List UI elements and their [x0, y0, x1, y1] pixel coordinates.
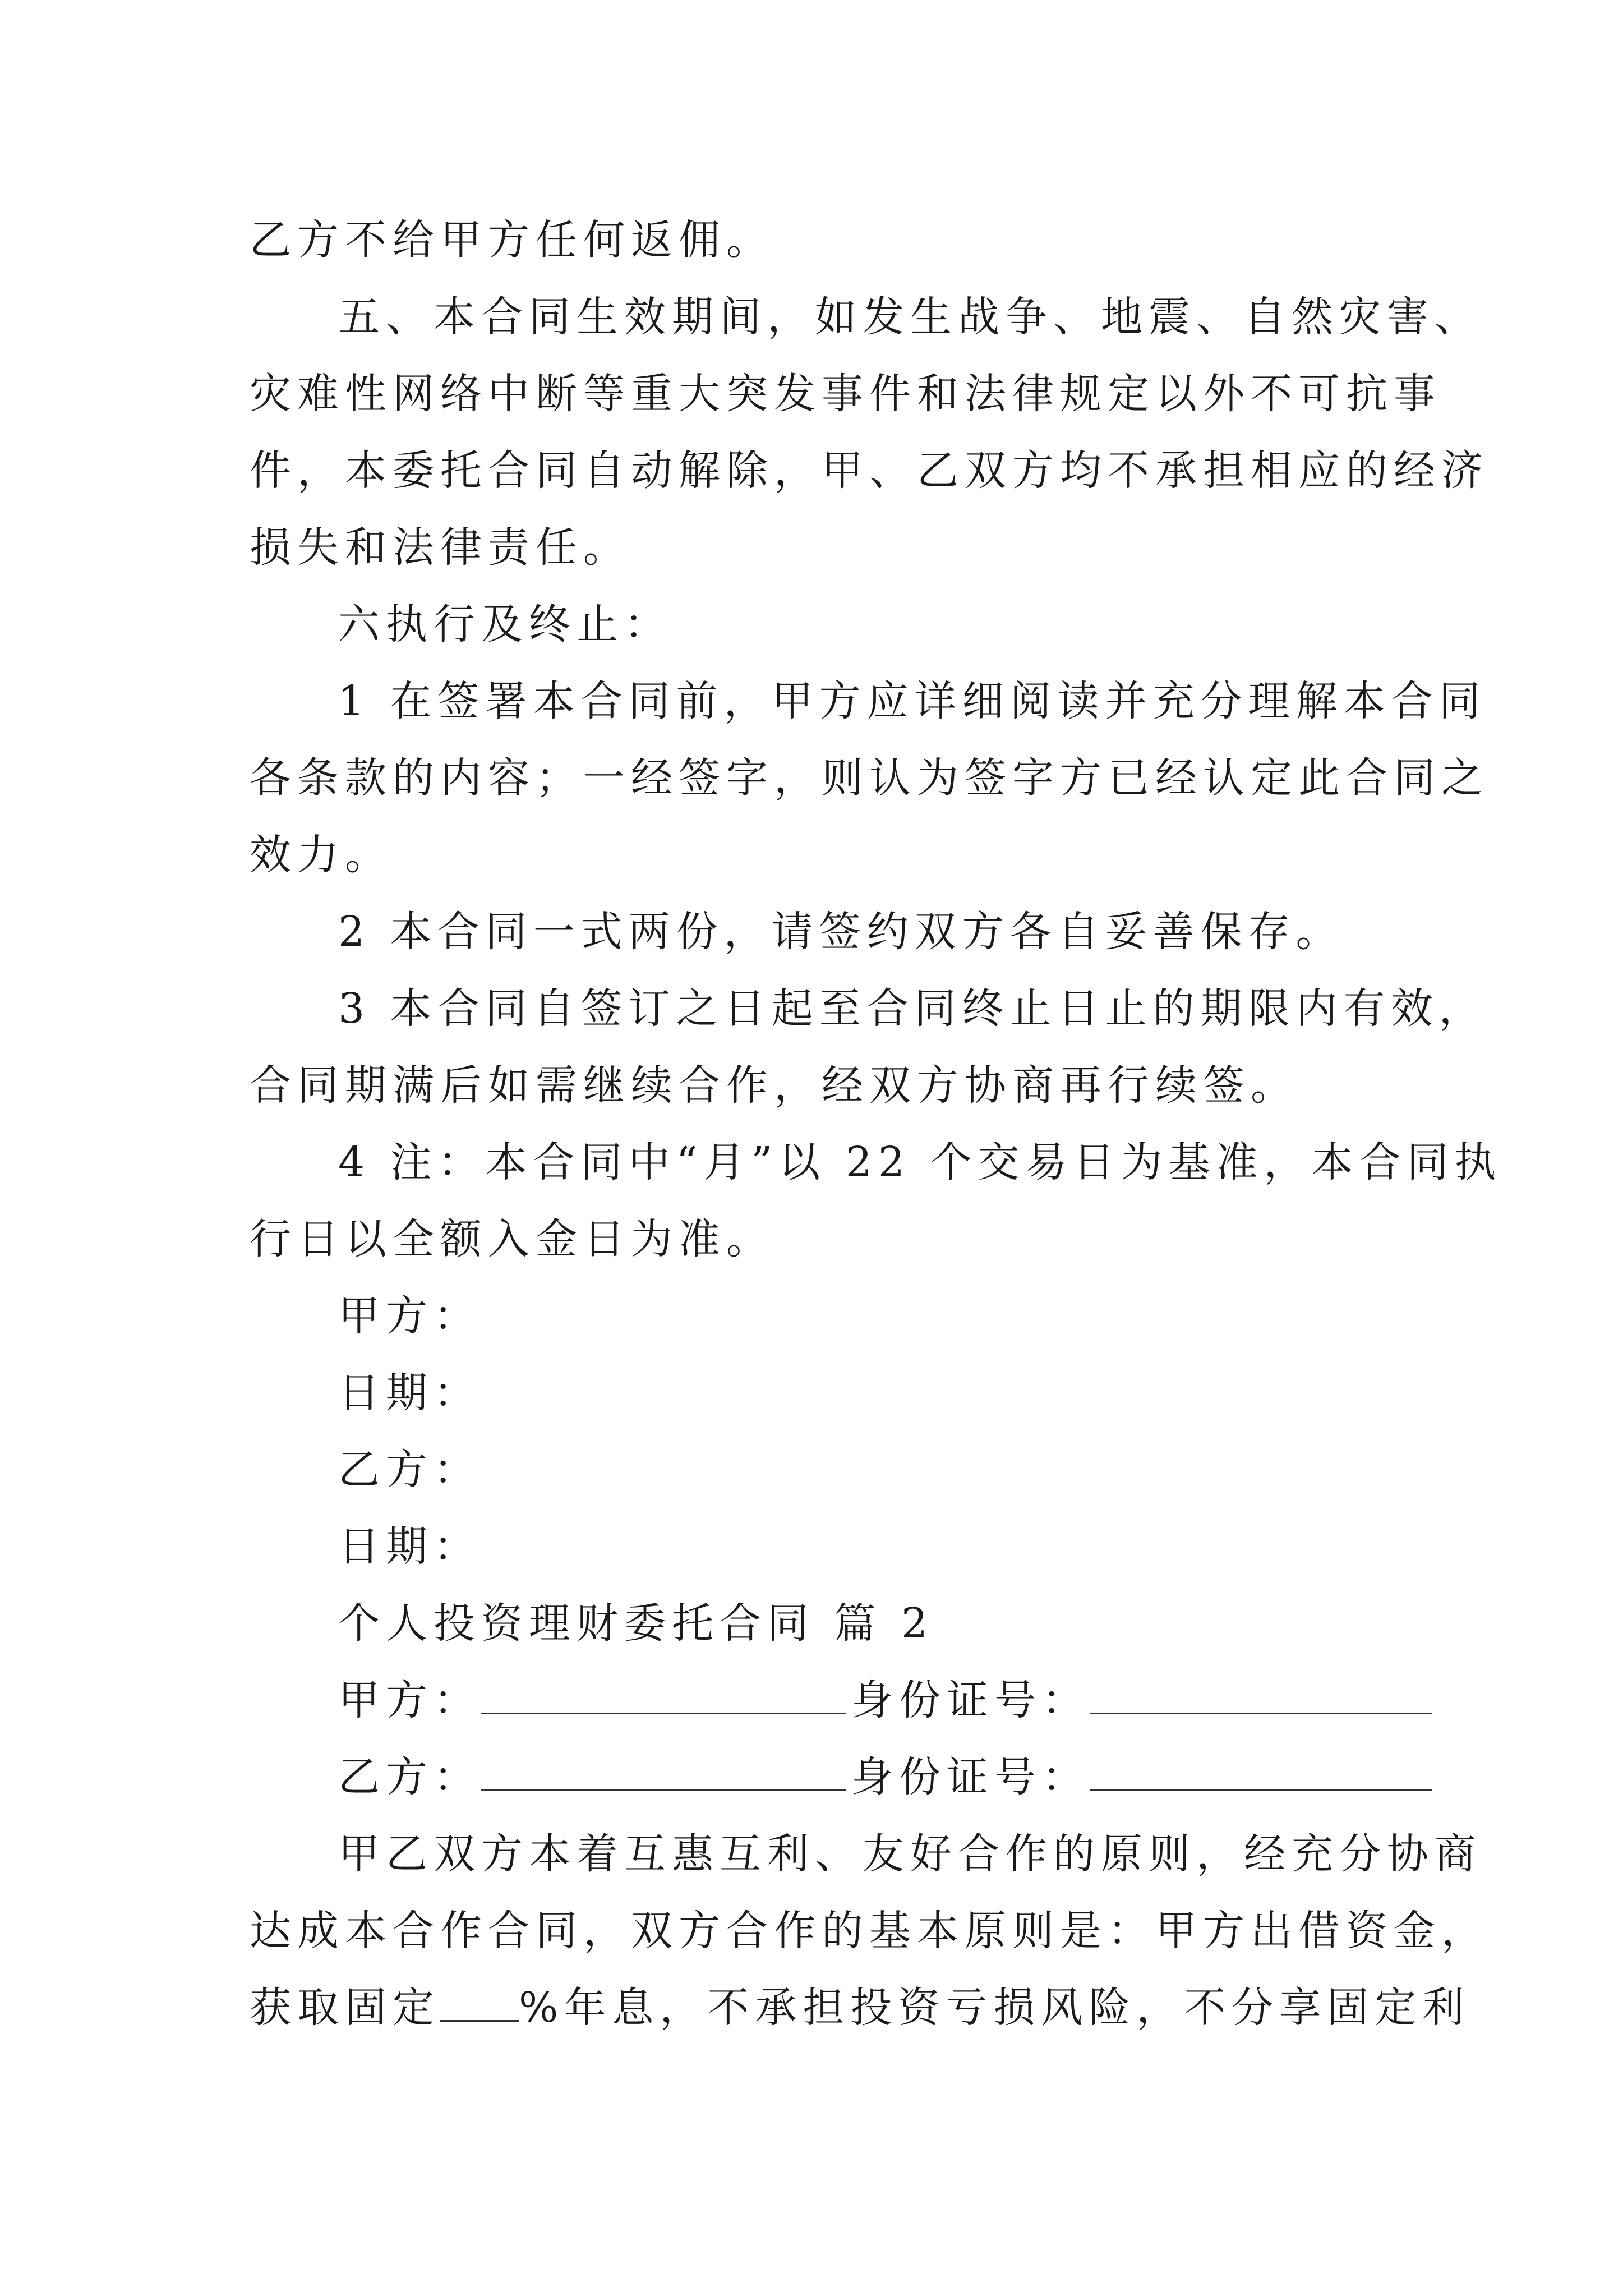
- paragraph-line: 灾难性网络中断等重大突发事件和法律规定以外不可抗事: [250, 370, 1441, 418]
- party-b-label: 乙方：: [338, 1753, 481, 1801]
- clause-six-item-1: 1 在签署本合同前，甲方应详细阅读并充分理解本合同: [338, 677, 1487, 725]
- paragraph-line: 效力。: [250, 831, 393, 879]
- rate-line-suffix: %年息，不承担投资亏损风险，不分享固定利: [519, 1984, 1470, 2032]
- party-b-name-blank: [481, 1756, 846, 1791]
- party-a-id-blank: [1090, 1679, 1432, 1714]
- interest-rate-blank: [440, 1986, 519, 2022]
- party-a-name-blank: [481, 1679, 846, 1714]
- paragraph-line: 损失和法律责任。: [250, 523, 631, 572]
- signature-date-b: 日期：: [338, 1522, 481, 1571]
- clause-five-line: 五、本合同生效期间，如发生战争、地震、自然灾害、: [338, 293, 1482, 341]
- party-a-label: 甲方：: [338, 1676, 481, 1724]
- paragraph-line: 合同期满后如需继续合作，经双方协商再行续签。: [250, 1061, 1298, 1110]
- section-title: 个人投资理财委托合同 篇 2: [338, 1599, 934, 1648]
- clause-six-heading: 六执行及终止：: [338, 600, 672, 648]
- paragraph-line: 乙方不给甲方任何返佣。: [250, 216, 774, 264]
- contract2-paragraph-line: 甲乙双方本着互惠互利、友好合作的原则，经充分协商: [338, 1830, 1482, 1878]
- party-b-id-blank: [1090, 1756, 1432, 1791]
- contract2-paragraph-line: 达成本合作合同，双方合作的基本原则是：甲方出借资金，: [250, 1907, 1489, 1955]
- paragraph-line: 各条款的内容；一经签字，则认为签字方已经认定此合同之: [250, 754, 1489, 802]
- party-b-id-label: 身份证号：: [851, 1753, 1090, 1801]
- clause-six-item-3: 3 本合同自签订之日起至合同终止日止的期限内有效，: [338, 984, 1487, 1033]
- contract2-rate-line: [250, 1970, 1470, 2046]
- document-body: [250, 202, 1502, 2046]
- party-a-id-label: 身份证号：: [851, 1676, 1090, 1724]
- clause-six-item-2: 2 本合同一式两份，请签约双方各自妥善保存。: [338, 908, 1344, 956]
- signature-party-a: 甲方：: [338, 1292, 481, 1340]
- signature-date-a: 日期：: [338, 1369, 481, 1417]
- party-a-row: [250, 1662, 1388, 1739]
- clause-six-item-4: 4 注：本合同中“月”以 22 个交易日为基准，本合同执: [338, 1138, 1502, 1186]
- party-b-row: [250, 1739, 1388, 1816]
- rate-line-prefix: 获取固定: [250, 1984, 440, 2032]
- signature-party-b: 乙方：: [338, 1446, 481, 1494]
- paragraph-line: 行日以全额入金日为准。: [250, 1215, 774, 1263]
- paragraph-line: 件，本委托合同自动解除，甲、乙双方均不承担相应的经济: [250, 447, 1489, 495]
